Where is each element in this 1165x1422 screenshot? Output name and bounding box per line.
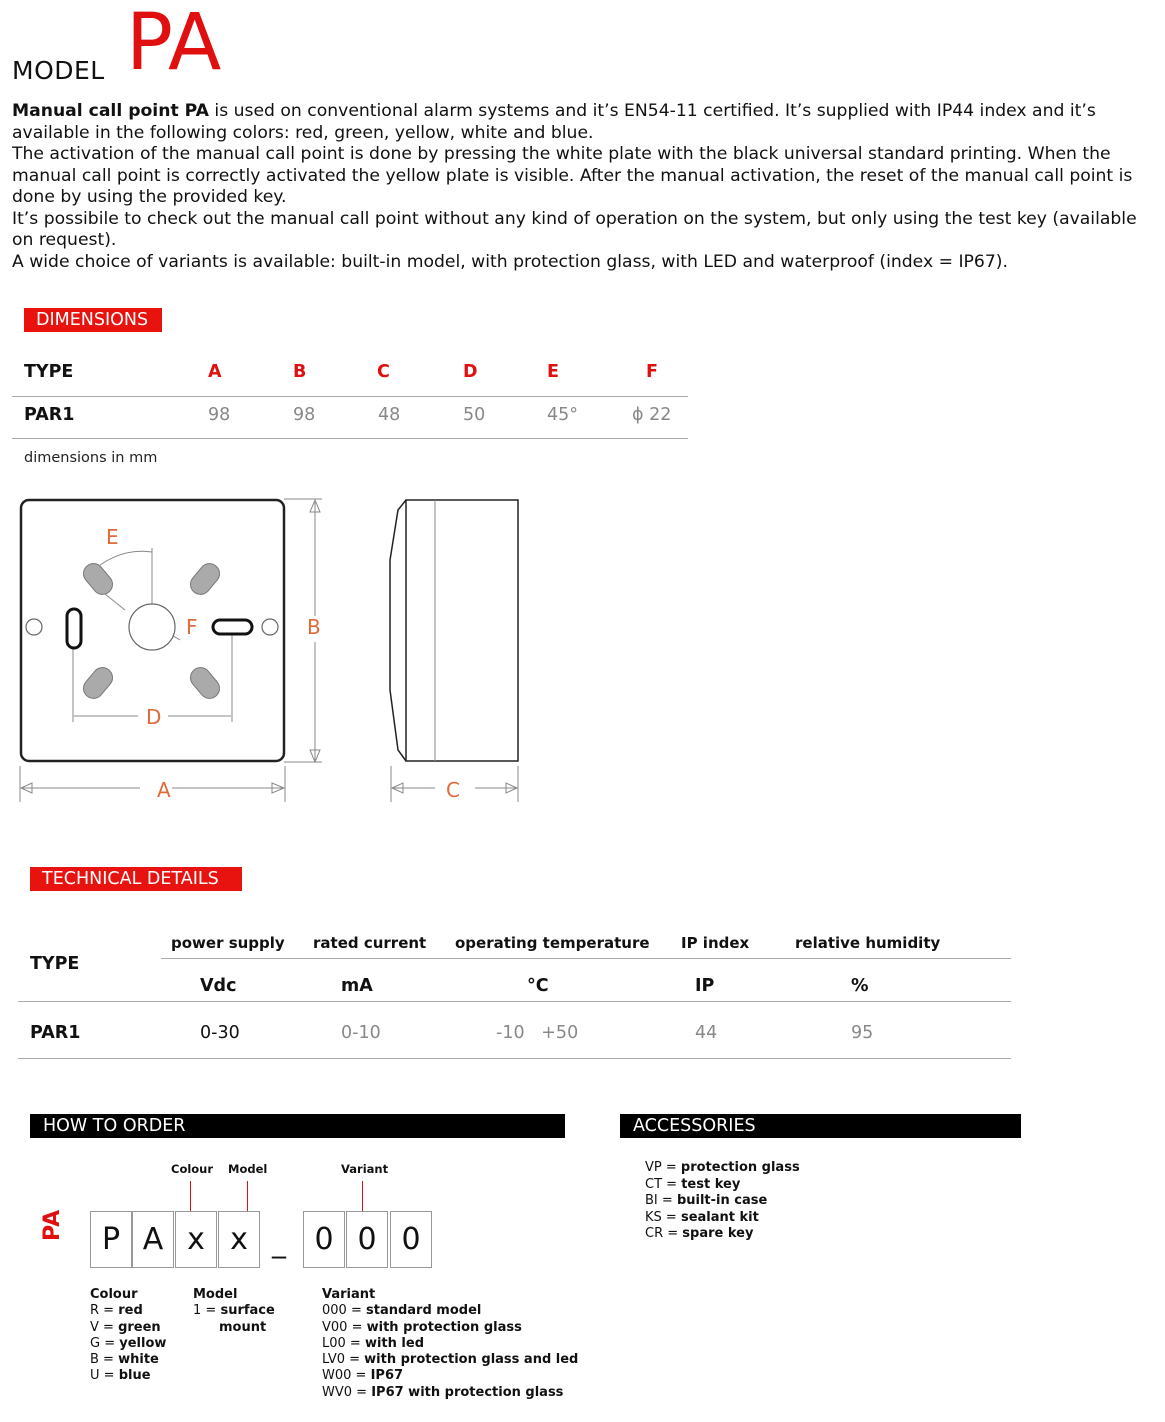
- drawing-label-f: F: [186, 615, 198, 639]
- legend-item: B = white: [90, 1352, 159, 1368]
- model-legend: [193, 1287, 275, 1336]
- intro-paragraph-1: [12, 101, 1162, 144]
- order-box-1: P: [90, 1211, 132, 1268]
- order-side-code: PA: [40, 1209, 65, 1241]
- tech-unit-humidity: %: [851, 976, 869, 996]
- intro-paragraph-3: It’s possibile to check out the manual call point without any kind of operation on the system, but only using the test key (available on request).: [12, 208, 1137, 250]
- accessories-title: ACCESSORIES: [620, 1114, 1021, 1138]
- legend-item: LV0 = with protection glass and led: [322, 1352, 579, 1368]
- legend-item: V = green: [90, 1319, 161, 1335]
- drawing-label-e: E: [106, 525, 119, 549]
- list-item: VP = protection glass: [645, 1160, 800, 1175]
- order-separator: _: [272, 1226, 286, 1259]
- tech-header-power: power supply: [171, 934, 285, 952]
- order-title: HOW TO ORDER: [30, 1114, 565, 1138]
- legend-item: WV0 = IP67 with protection glass: [322, 1384, 564, 1400]
- dim-col-e: E: [547, 362, 559, 382]
- dim-value-a: 98: [208, 405, 231, 425]
- tech-header-ip: IP index: [681, 934, 750, 952]
- tech-divider-2: [18, 1001, 1011, 1002]
- variant-legend-title: Variant: [322, 1287, 376, 1302]
- tech-divider-3: [18, 1058, 1011, 1059]
- order-box-6: 0: [346, 1211, 388, 1268]
- dim-divider-1: [12, 396, 688, 397]
- dim-col-d: D: [463, 362, 478, 382]
- intro-p1-rest: is used on conventional alarm systems and it’s EN54-11 certified. It’s supplied with IP44 index and it’s available in the following colors: red, green, yellow, white and blue.: [12, 101, 1096, 143]
- tech-value-temperature: -10 +50: [496, 1023, 579, 1043]
- list-item: CR = spare key: [645, 1226, 754, 1241]
- order-label-colour: Colour: [171, 1162, 214, 1176]
- tech-row-type: PAR1: [30, 1023, 81, 1043]
- list-item: KS = sealant kit: [645, 1209, 759, 1225]
- tech-header-current: rated current: [313, 934, 427, 952]
- tech-value-current: 0-10: [341, 1023, 381, 1043]
- dim-col-b: B: [293, 362, 307, 382]
- tech-divider-1: [161, 958, 1011, 959]
- dim-value-e: 45°: [547, 405, 579, 425]
- dim-type-header: TYPE: [24, 362, 74, 382]
- tech-type-header: TYPE: [30, 954, 80, 974]
- drawing-label-b: B: [307, 615, 321, 639]
- side-body-outline: [406, 500, 518, 761]
- model-code: PA: [126, 0, 222, 88]
- order-box-3: x: [175, 1211, 217, 1268]
- order-box-4: x: [218, 1211, 260, 1268]
- drawing-label-c: C: [446, 778, 460, 802]
- dim-divider-2: [12, 438, 688, 439]
- tech-unit-power: Vdc: [200, 976, 237, 996]
- legend-item: W00 = IP67: [322, 1368, 404, 1384]
- dimension-drawing: [10, 490, 530, 810]
- dim-value-c: 48: [378, 405, 401, 425]
- technical-title: TECHNICAL DETAILS: [30, 867, 242, 891]
- dimensions-title: DIMENSIONS: [24, 308, 162, 332]
- dim-col-c: C: [377, 362, 390, 382]
- intro-text: [12, 101, 1162, 273]
- model-legend-name-2: mount: [219, 1319, 267, 1335]
- model-legend-title: Model: [193, 1287, 238, 1302]
- intro-paragraph-2: The activation of the manual call point is done by pressing the white plate with the black universal standard printing. When the manual call point is correctly activated the yellow plate is visible. After the manual activation, the reset of the manual call point is done by using the provided key.: [12, 144, 1133, 207]
- model-label: MODEL: [12, 56, 105, 85]
- order-label-variant: Variant: [341, 1162, 389, 1176]
- order-label-model: Model: [228, 1162, 268, 1176]
- order-pointer-model: [247, 1181, 248, 1211]
- dim-value-d: 50: [463, 405, 486, 425]
- accessories-list: [645, 1160, 800, 1243]
- legend-item: R = red: [90, 1303, 143, 1319]
- legend-item: 1 = surface: [193, 1303, 275, 1319]
- intro-paragraph-4: A wide choice of variants is available: built-in model, with protection glass, with LED and waterproof (index = IP67).: [12, 251, 1008, 272]
- dim-value-f: ϕ 22: [632, 405, 672, 425]
- order-box-7: 0: [390, 1211, 432, 1268]
- dimensions-note: dimensions in mm: [24, 450, 158, 466]
- tech-value-power: 0-30: [200, 1023, 240, 1043]
- tech-value-humidity: 95: [851, 1023, 874, 1043]
- colour-legend: [90, 1287, 166, 1385]
- dim-value-b: 98: [293, 405, 316, 425]
- order-pointer-variant: [362, 1181, 363, 1211]
- tech-value-ip: 44: [695, 1023, 718, 1043]
- tech-unit-temperature: °C: [527, 976, 549, 996]
- dim-col-a: A: [208, 362, 222, 382]
- tech-header-temperature: operating temperature: [455, 934, 650, 952]
- intro-product-name: Manual call point PA: [12, 101, 209, 121]
- order-pointer-colour: [190, 1181, 191, 1211]
- tech-header-humidity: relative humidity: [795, 934, 941, 952]
- dim-row-type: PAR1: [24, 405, 75, 425]
- legend-item: L00 = with led: [322, 1335, 425, 1351]
- legend-item: G = yellow: [90, 1335, 167, 1351]
- variant-legend: [322, 1287, 578, 1401]
- order-box-2: A: [132, 1211, 174, 1268]
- dim-col-f: F: [646, 362, 658, 382]
- list-item: BI = built-in case: [645, 1193, 768, 1208]
- legend-item: 000 = standard model: [322, 1303, 482, 1319]
- drawing-label-a: A: [157, 778, 171, 802]
- colour-legend-title: Colour: [90, 1287, 138, 1302]
- order-box-5: 0: [303, 1211, 345, 1268]
- legend-item: V00 = with protection glass: [322, 1319, 522, 1335]
- list-item: CT = test key: [645, 1176, 741, 1192]
- drawing-label-d: D: [146, 705, 162, 729]
- tech-unit-current: mA: [341, 976, 373, 996]
- legend-item: U = blue: [90, 1368, 151, 1384]
- tech-unit-ip: IP: [695, 976, 715, 996]
